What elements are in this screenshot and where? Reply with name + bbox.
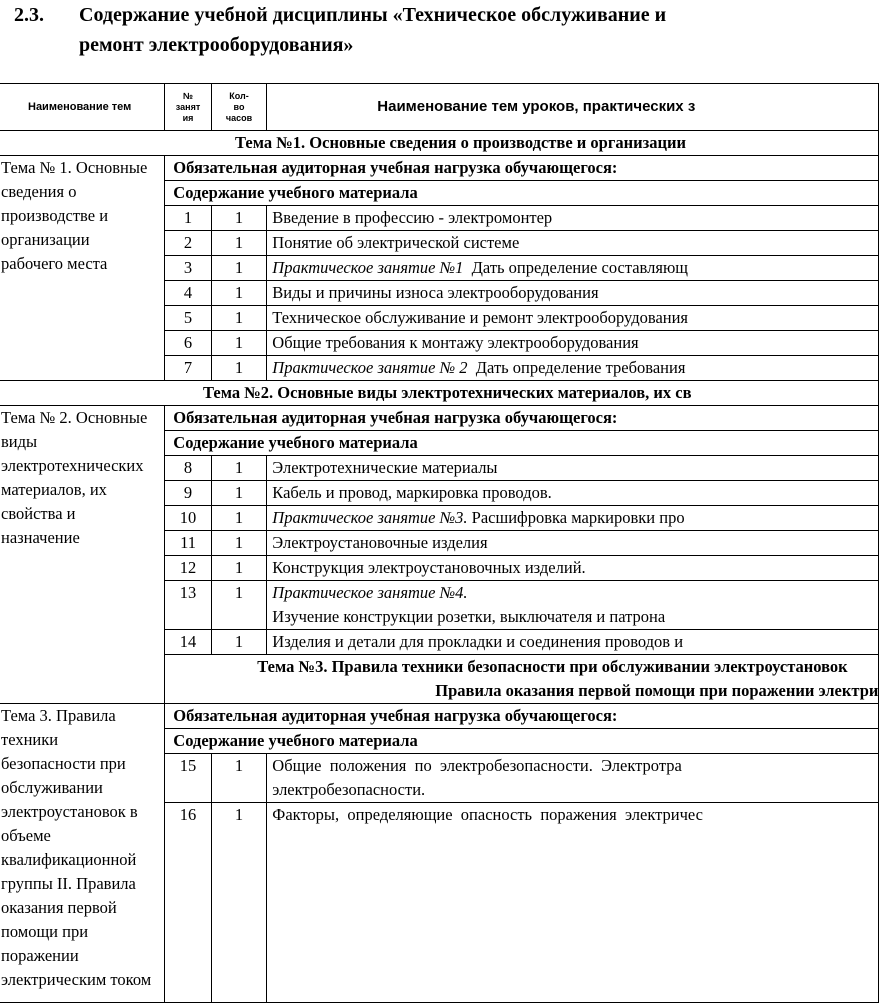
- lesson-practical-label: Практическое занятие №1: [272, 258, 464, 277]
- theme-line: обслуживании: [1, 778, 103, 797]
- theme-line: безопасности при: [1, 754, 126, 773]
- section-3-load-row: [0, 704, 879, 729]
- lesson-text: Изучение конструкции розетки, выключателя и патрона: [272, 607, 666, 626]
- lesson-practical-label: Практическое занятие № 2: [272, 358, 468, 377]
- lesson-number: 5: [165, 306, 211, 331]
- lesson-title: [267, 556, 879, 581]
- lesson-title: [267, 231, 879, 256]
- lesson-number: 8: [165, 456, 211, 481]
- section-2-title-line: Тема №2. Основные виды электротехнических материалов, их св: [203, 383, 692, 402]
- lesson-title: [267, 306, 879, 331]
- lesson-number: 6: [165, 331, 211, 356]
- lesson-hours: 1: [211, 356, 267, 381]
- lesson-hours: 1: [211, 281, 267, 306]
- curriculum-table: [0, 83, 879, 1003]
- lesson-hours: 1: [211, 581, 267, 630]
- theme-line: Тема № 1. Основные: [1, 158, 148, 177]
- section-2-title-row: [0, 381, 879, 406]
- lesson-text: Общие требования к монтажу электрооборудования: [272, 333, 639, 352]
- theme-line: Тема № 2. Основные: [1, 408, 148, 427]
- lesson-text: Общие положения по электробезопасности. Электротра: [272, 756, 682, 775]
- lesson-number: 9: [165, 481, 211, 506]
- lesson-title: [267, 356, 879, 381]
- section-title-line-1: Содержание учебной дисциплины «Техническое обслуживание и: [79, 4, 667, 26]
- lesson-hours: 1: [211, 630, 267, 655]
- section-1-theme-cell: [0, 156, 165, 381]
- lesson-text: Виды и причины износа электрооборудования: [272, 283, 599, 302]
- lesson-hours: 1: [211, 481, 267, 506]
- section-2-content-label: Содержание учебного материала: [165, 431, 879, 456]
- lesson-hours: 1: [211, 256, 267, 281]
- header-lesson-number: [165, 84, 211, 131]
- lesson-text: Кабель и провод, маркировка проводов.: [272, 483, 552, 502]
- theme-line: организации: [1, 230, 90, 249]
- lesson-text: Электроустановочные изделия: [272, 533, 488, 552]
- section-3-title-line-1: Тема №3. Правила техники безопасности при обслуживании электроустановок: [257, 657, 848, 676]
- theme-line: группы II. Правила: [1, 874, 136, 893]
- theme-line: квалификационной: [1, 850, 137, 869]
- lesson-number: 13: [165, 581, 211, 630]
- theme-line: техники: [1, 730, 59, 749]
- theme-line: назначение: [1, 528, 80, 547]
- lesson-title: [267, 331, 879, 356]
- header-hours-part-2: во: [233, 101, 245, 112]
- lesson-title: [267, 630, 879, 655]
- lesson-number: 12: [165, 556, 211, 581]
- lesson-title: [267, 256, 879, 281]
- lesson-practical-label: Практическое занятие №3.: [272, 508, 468, 527]
- section-1-load-row: [0, 156, 879, 181]
- header-hours-part-3: часов: [225, 112, 253, 123]
- lesson-title: [267, 206, 879, 231]
- header-lessons: Наименование тем уроков, практических з: [267, 84, 879, 131]
- header-num-part-1: №: [182, 90, 194, 101]
- lesson-text: Конструкция электроустановочных изделий.: [272, 558, 586, 577]
- lesson-text: Изделия и детали для прокладки и соединения проводов и: [272, 632, 684, 651]
- section-3-content-label: Содержание учебного материала: [165, 729, 879, 754]
- lesson-text-continued: электробезопасности.: [272, 780, 426, 799]
- theme-line: материалов, их: [1, 480, 107, 499]
- section-1-title-line: Тема №1. Основные сведения о производстве и организации: [235, 133, 686, 152]
- theme-line: производстве и: [1, 206, 109, 225]
- lesson-title: [267, 281, 879, 306]
- lesson-hours: 1: [211, 231, 267, 256]
- lesson-text: Факторы, определяющие опасность поражения электричес: [272, 805, 703, 824]
- lesson-hours: 1: [211, 456, 267, 481]
- lesson-text: Введение в профессию - электромонтер: [272, 208, 553, 227]
- lesson-hours: 1: [211, 531, 267, 556]
- lesson-title: [267, 531, 879, 556]
- lesson-hours: 1: [211, 803, 267, 1003]
- header-theme: Наименование тем: [0, 84, 165, 131]
- section-2-load-row: [0, 406, 879, 431]
- lesson-hours: 1: [211, 331, 267, 356]
- lesson-title: [267, 481, 879, 506]
- section-2-title: [0, 381, 879, 406]
- section-2-load-label: Обязательная аудиторная учебная нагрузка обучающегося:: [165, 406, 879, 431]
- theme-line: помощи при: [1, 922, 89, 941]
- section-3-theme-cell: [0, 704, 165, 1003]
- lesson-title: [267, 754, 879, 803]
- theme-line: виды: [1, 432, 38, 451]
- lesson-number: 2: [165, 231, 211, 256]
- theme-line: сведения о: [1, 182, 77, 201]
- header-num-part-2: занят: [175, 101, 201, 112]
- lesson-number: 3: [165, 256, 211, 281]
- lesson-number: 1: [165, 206, 211, 231]
- lesson-hours: 1: [211, 506, 267, 531]
- theme-line: электроустановок в: [1, 802, 138, 821]
- theme-line: свойства и: [1, 504, 76, 523]
- lesson-text: Понятие об электрической системе: [272, 233, 520, 252]
- theme-line: объеме: [1, 826, 51, 845]
- theme-line: рабочего места: [1, 254, 108, 273]
- lesson-text: Техническое обслуживание и ремонт электрооборудования: [272, 308, 689, 327]
- table-header-row: [0, 84, 879, 131]
- section-1-content-label: Содержание учебного материала: [165, 181, 879, 206]
- lesson-hours: 1: [211, 206, 267, 231]
- theme-line: электротехнических: [1, 456, 144, 475]
- lesson-text: Электротехнические материалы: [272, 458, 498, 477]
- lesson-title: [267, 506, 879, 531]
- section-3-title: [165, 655, 879, 704]
- lesson-number: 16: [165, 803, 211, 1003]
- lesson-number: 15: [165, 754, 211, 803]
- section-2-theme-cell: [0, 406, 165, 704]
- header-hours-part-1: Кол-: [229, 90, 249, 101]
- lesson-number: 7: [165, 356, 211, 381]
- theme-line: электрическим током: [1, 970, 152, 989]
- section-number: 2.3.: [14, 4, 44, 26]
- section-1-title-row: [0, 131, 879, 156]
- lesson-number: 11: [165, 531, 211, 556]
- lesson-hours: 1: [211, 556, 267, 581]
- header-num-part-3: ия: [182, 112, 194, 123]
- theme-line: оказания первой: [1, 898, 117, 917]
- section-3-load-label: Обязательная аудиторная учебная нагрузка обучающегося:: [165, 704, 879, 729]
- lesson-practical-label: Практическое занятие №4.: [272, 583, 468, 602]
- lesson-title: [267, 456, 879, 481]
- lesson-hours: 1: [211, 754, 267, 803]
- lesson-text: Дать определение составляющ: [463, 258, 688, 277]
- lesson-number: 14: [165, 630, 211, 655]
- section-3-title-line-2: Правила оказания первой помощи при поражении электри: [435, 681, 879, 700]
- section-title-line-2: ремонт электрооборудования»: [79, 34, 354, 56]
- section-1-title: [0, 131, 879, 156]
- section-1-load-label: Обязательная аудиторная учебная нагрузка обучающегося:: [165, 156, 879, 181]
- lesson-number: 10: [165, 506, 211, 531]
- lesson-hours: 1: [211, 306, 267, 331]
- theme-line: Тема 3. Правила: [1, 706, 116, 725]
- lesson-title: [267, 803, 879, 1003]
- header-hours: [211, 84, 267, 131]
- lesson-text: Дать определение требования: [467, 358, 686, 377]
- lesson-title: [267, 581, 879, 630]
- lesson-number: 4: [165, 281, 211, 306]
- lesson-text: Расшифровка маркировки про: [467, 508, 685, 527]
- theme-line: поражении: [1, 946, 79, 965]
